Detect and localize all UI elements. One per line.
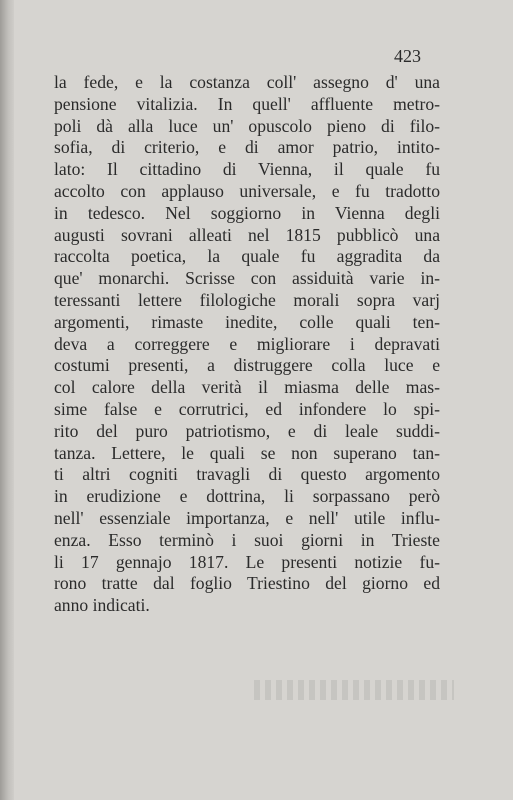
text-line: in erudizione e dottrina, li sorpassano però [54,486,440,507]
text-line: que' monarchi. Scrisse con assiduità varie in- [54,268,440,289]
text-line: rito del puro patriotismo, e di leale suddi- [54,420,440,441]
page-number: 423 [394,46,421,66]
text-line: nell' essenziale importanza, e nell' utile influ- [54,507,440,528]
bleed-through [254,680,454,700]
text-line: tanza. Lettere, le quali se non superano tan- [54,442,440,463]
text-line: sofia, di criterio, e di amor patrio, intito- [54,137,440,158]
text-line: sime false e corrutrici, ed infondere lo spi- [54,398,440,419]
binding-edge [0,0,14,800]
text-line: enza. Esso terminò i suoi giorni in Trieste [54,529,440,550]
text-line: rono tratte dal foglio Triestino del giorno ed [54,573,440,594]
text-line: deva a correggere e migliorare i depravati [54,333,440,354]
text-line: anno indicati. [54,595,150,616]
text-line: argomenti, rimaste inedite, colle quali ten- [54,311,440,332]
body-text [54,72,440,617]
text-line: poli dà alla luce un' opuscolo pieno di filo- [54,115,440,136]
text-line: pensione vitalizia. In quell' affluente metro- [54,93,440,114]
text-line: teressanti lettere filologiche morali sopra varj [54,289,440,310]
text-line: lato: Il cittadino di Vienna, il quale fu [54,159,440,180]
text-line: in tedesco. Nel soggiorno in Vienna degli [54,202,440,223]
text-line: costumi presenti, a distruggere colla luce e [54,355,440,376]
text-line: col calore della verità il miasma delle mas- [54,377,440,398]
text-line: ti altri cogniti travagli di questo argomento [54,464,440,485]
text-line: raccolta poetica, la quale fu aggradita da [54,246,440,267]
text-line: augusti sovrani alleati nel 1815 pubblicò una [54,224,440,245]
text-line: li 17 gennajo 1817. Le presenti notizie fu- [54,551,440,572]
text-line: la fede, e la costanza coll' assegno d' una [54,72,440,92]
book-page [14,0,513,800]
text-line: accolto con applauso universale, e fu tradotto [54,180,440,201]
